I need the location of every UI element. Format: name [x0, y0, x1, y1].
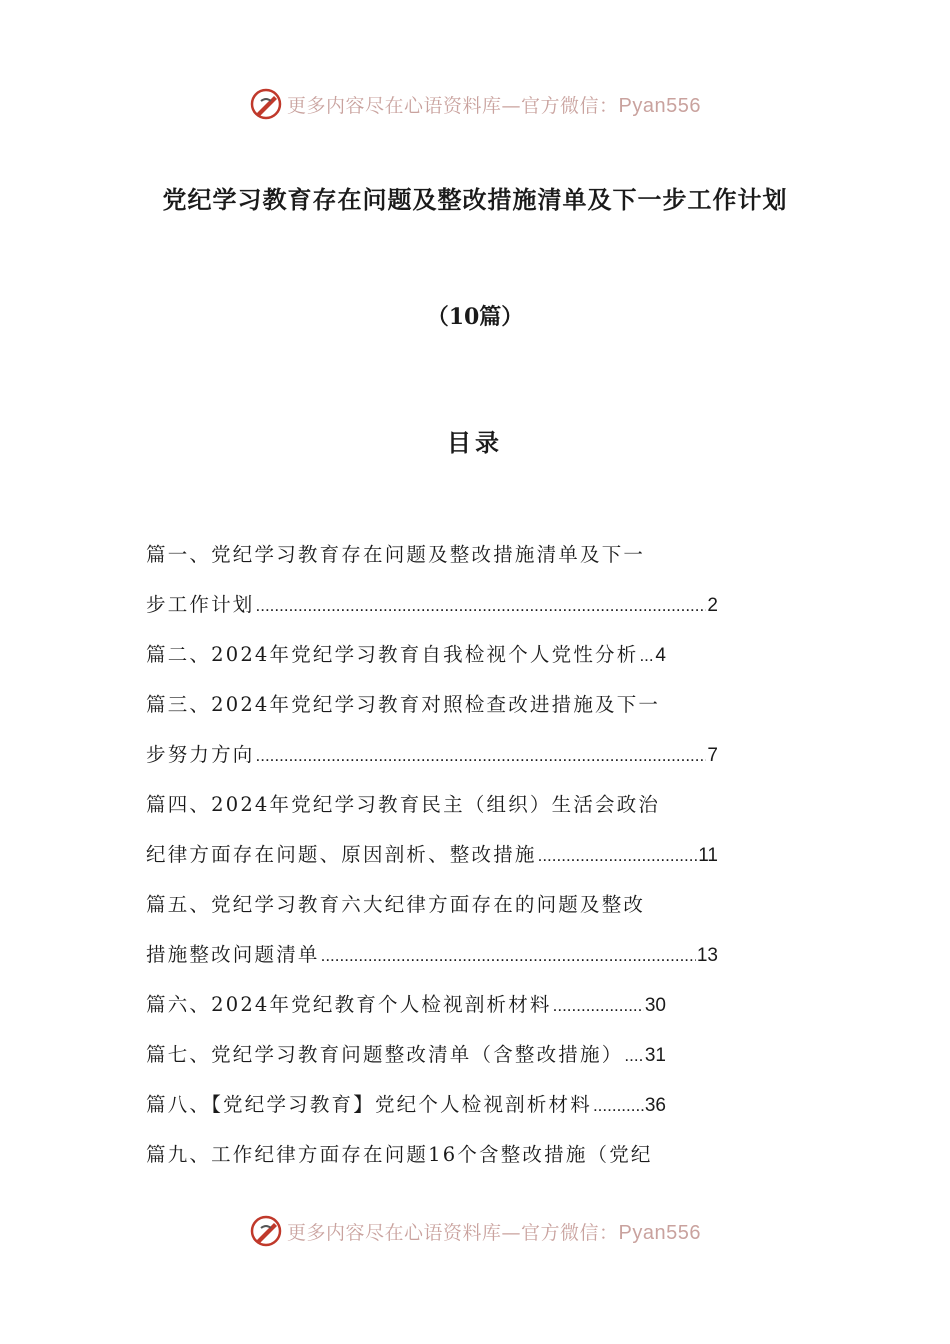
footer-watermark	[0, 1211, 950, 1251]
toc-line[interactable]: 措施整改问题清单 ..... 13	[146, 930, 718, 980]
toc-line[interactable]: 步工作计划 ..... 2	[146, 580, 718, 630]
page-number: 7	[707, 745, 718, 766]
toc-line[interactable]: 篇二、2024年党纪学习教育自我检视个人党性分析 ..... 4	[146, 630, 666, 680]
wechat-id: Pyan556	[618, 94, 701, 117]
leader-dots	[639, 631, 654, 680]
leader-dots	[553, 981, 644, 1030]
table-of-contents	[146, 530, 726, 1180]
watermark-text: 更多内容尽在心语资料库—官方微信：Pyan556	[287, 1221, 701, 1244]
leader-dots	[538, 831, 698, 880]
toc-heading: 目录	[447, 428, 503, 457]
leader-dots	[256, 731, 707, 780]
pen-logo-icon	[249, 1214, 283, 1248]
article-count: （10篇）	[426, 304, 524, 330]
watermark-text: 更多内容尽在心语资料库—官方微信：Pyan556	[287, 94, 701, 117]
header-watermark	[0, 84, 950, 124]
toc-line[interactable]: 篇四、2024年党纪学习教育民主（组织）生活会政治	[146, 793, 661, 816]
toc-line[interactable]: 步努力方向 ..... 7	[146, 730, 718, 780]
toc-line[interactable]: 纪律方面存在问题、原因剖析、整改措施 ..... 11	[146, 830, 718, 880]
page-number: 2	[707, 595, 718, 616]
toc-line[interactable]: 篇七、党纪学习教育问题整改清单（含整改措施） ..... 31	[146, 1030, 666, 1080]
page-number: 30	[644, 995, 666, 1016]
page-number: 31	[644, 1045, 666, 1066]
toc-line[interactable]: 篇九、工作纪律方面存在问题16个含整改措施（党纪	[146, 1143, 653, 1166]
leader-dots	[593, 1081, 644, 1130]
page-number: 11	[698, 845, 718, 866]
leader-dots	[256, 581, 707, 630]
page-number: 36	[644, 1095, 666, 1116]
wechat-id: Pyan556	[618, 1221, 701, 1244]
toc-line[interactable]: 篇三、2024年党纪学习教育对照检查改进措施及下一	[146, 693, 661, 716]
document-title: 党纪学习教育存在问题及整改措施清单及下一步工作计划	[162, 185, 788, 214]
toc-line[interactable]: 篇六、2024年党纪教育个人检视剖析材料 ..... 30	[146, 980, 666, 1030]
leader-dots	[624, 1031, 643, 1080]
toc-line[interactable]: 篇八、【党纪学习教育】党纪个人检视剖析材料 ..... 36	[146, 1080, 666, 1130]
toc-line[interactable]: 篇五、党纪学习教育六大纪律方面存在的问题及整改	[146, 893, 646, 916]
page-number: 4	[655, 645, 666, 666]
toc-line[interactable]: 篇一、党纪学习教育存在问题及整改措施清单及下一	[146, 543, 646, 566]
pen-logo-icon	[249, 87, 283, 121]
leader-dots	[321, 931, 696, 980]
page-number: 13	[696, 945, 718, 966]
